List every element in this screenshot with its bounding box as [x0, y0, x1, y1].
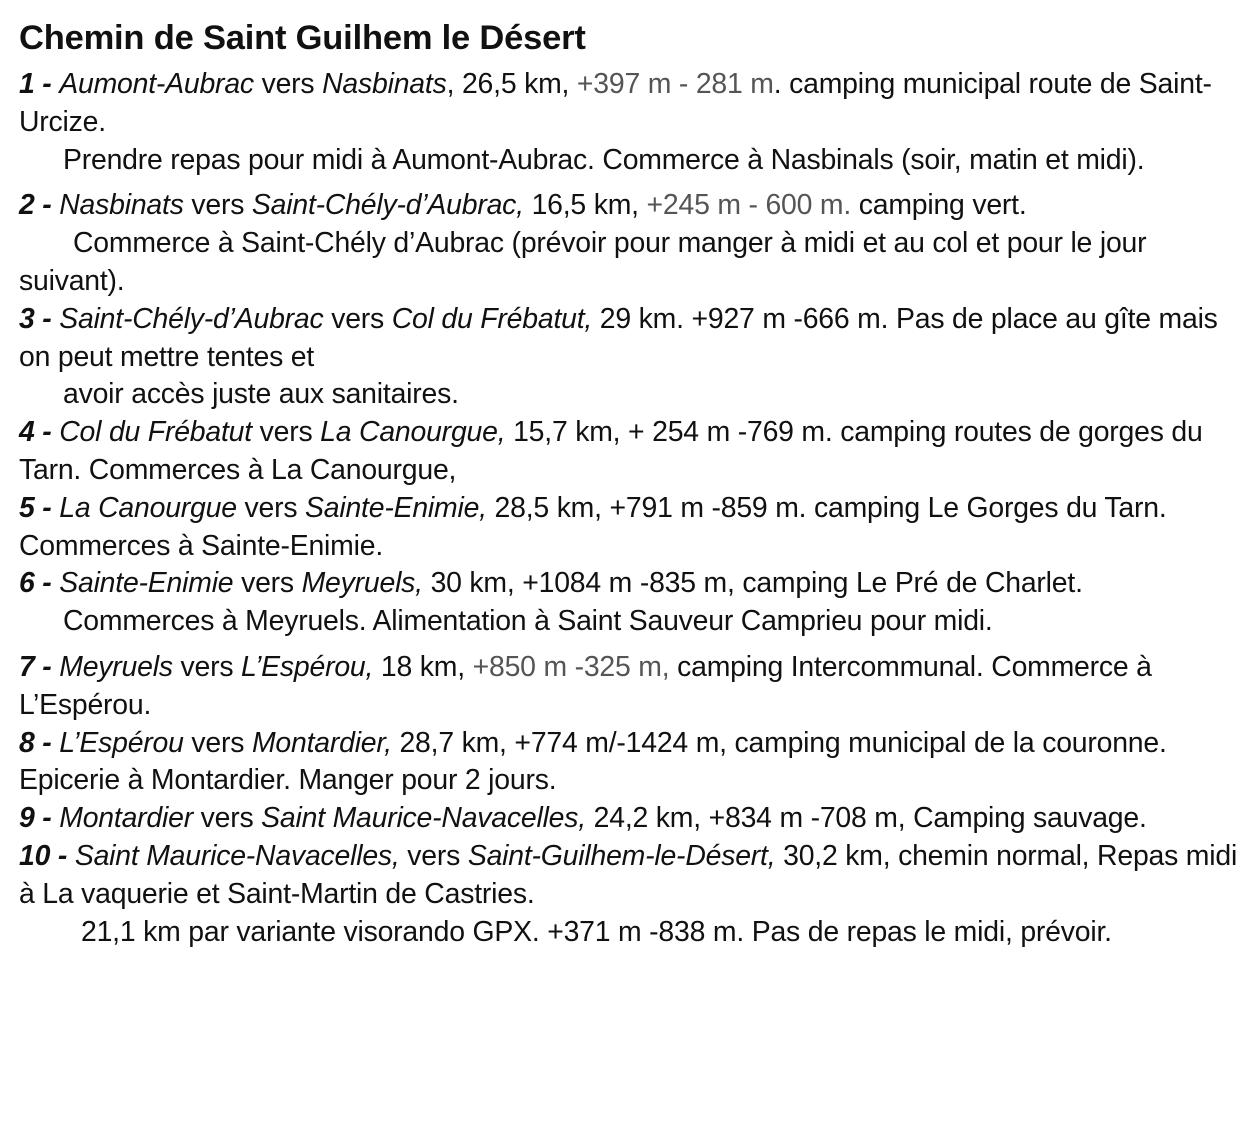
stage-number: 10 -: [19, 839, 68, 872]
stage-line: [19, 414, 1238, 490]
stage-number: 4 -: [19, 416, 52, 449]
stage-number: 5 -: [19, 491, 52, 524]
stage-from: La Canourgue: [59, 491, 237, 524]
stage-number: 3 -: [19, 302, 52, 335]
stage-line: [19, 66, 1238, 142]
stage-6: [19, 565, 1238, 641]
stage-line: [19, 838, 1238, 914]
stage-from: Meyruels: [59, 650, 173, 683]
stage-2: [19, 187, 1238, 300]
stage-number: 9 -: [19, 802, 52, 835]
stage-number: 6 -: [19, 567, 52, 600]
stage-number: 2 -: [19, 189, 52, 222]
stage-to: Col du Frébatut,: [391, 302, 593, 335]
stage-details: 30 km, +1084 m -835 m, camping Le Pré de Charlet.: [422, 567, 1083, 600]
stage-to: Meyruels,: [301, 567, 423, 600]
stage-from: Aumont-Aubrac: [59, 68, 254, 100]
stage-elevation: +397 m - 281 m: [576, 68, 774, 100]
stage-from: L’Espérou: [59, 726, 184, 759]
stage-to: Montardier,: [251, 726, 392, 759]
stage-note: Prendre repas pour midi à Aumont-Aubrac. Commerce à Nasbinals (soir, matin et midi).: [63, 143, 1145, 176]
stage-line: [19, 649, 1238, 725]
stage-from: Saint Maurice-Navacelles,: [74, 839, 400, 872]
stage-vers: vers: [236, 491, 306, 524]
stage-to: Saint-Chély-d’Aubrac,: [251, 189, 524, 222]
stage-to: La Canourgue,: [320, 416, 506, 449]
stage-vers: vers: [183, 189, 252, 222]
stage-8: [19, 725, 1238, 801]
stage-note: Commerces à Meyruels. Alimentation à Saint Sauveur Camprieu pour midi.: [63, 605, 993, 638]
stage-9: [19, 800, 1238, 838]
stage-vers: vers: [183, 726, 252, 759]
stage-details: 28,5 km, +791 m -859 m. camping Le Gorges du Tarn. Commerces à Sainte-Enimie.: [19, 491, 1167, 562]
stage-line: [19, 800, 1238, 838]
page-title: Chemin de Saint Guilhem le Désert: [19, 19, 586, 57]
stage-distance: 16,5 km,: [523, 189, 647, 222]
stage-details: 15,7 km, + 254 m -769 m. camping routes de gorges du Tarn. Commerces à La Canourgue,: [19, 416, 1203, 486]
stage-elevation: +245 m - 600 m.: [646, 189, 852, 222]
stage-vers: vers: [399, 839, 468, 872]
stage-number: 1 -: [19, 68, 52, 100]
stage-details: 28,7 km, +774 m/-1424 m, camping municipal de la couronne. Epicerie à Montardier. Manger pour 2 jours.: [19, 726, 1167, 797]
stage-details: camping vert.: [851, 189, 1027, 222]
stage-vers: vers: [192, 802, 262, 835]
stage-to: Saint-Guilhem-le-Désert,: [467, 839, 776, 872]
stage-to: Saint Maurice-Navacelles,: [261, 802, 586, 835]
stage-details: 29 km. +927 m -666 m. Pas de place au gîte mais on peut mettre tentes et: [19, 302, 1218, 373]
stage-number: 7 -: [19, 650, 52, 683]
stage-to: Nasbinats: [322, 68, 447, 100]
stage-line: [19, 301, 1238, 377]
stage-1: [19, 66, 1238, 179]
stage-line: [19, 187, 1238, 225]
stage-note: 21,1 km par variante visorando GPX. +371 m -838 m. Pas de repas le midi, prévoir.: [81, 915, 1112, 948]
stage-distance: , 26,5 km,: [446, 68, 577, 100]
stage-from: Montardier: [59, 802, 193, 835]
stage-line: [19, 490, 1238, 566]
stage-line: [19, 725, 1238, 801]
stage-distance: 18 km,: [373, 650, 473, 683]
stage-vers: vers: [253, 68, 323, 100]
stage-to: L’Espérou,: [241, 650, 374, 683]
stage-from: Sainte-Enimie: [59, 567, 234, 600]
stage-7: [19, 649, 1238, 725]
stage-from: Col du Frébatut: [59, 416, 252, 449]
stage-10: [19, 838, 1238, 951]
stage-details: . camping municipal route de Saint-Urcize.: [19, 68, 1212, 138]
stage-vers: vers: [323, 302, 392, 335]
stage-line: [19, 565, 1238, 603]
stage-details: 24,2 km, +834 m -708 m, Camping sauvage.: [585, 802, 1147, 835]
stage-elevation: +850 m -325 m,: [472, 650, 670, 683]
stage-3: [19, 301, 1238, 414]
stage-vers: vers: [251, 416, 321, 449]
stage-details: camping Intercommunal. Commerce à L’Espérou.: [19, 650, 1152, 721]
stage-from: Nasbinats: [59, 189, 184, 222]
stage-to: Sainte-Enimie,: [305, 491, 487, 524]
stage-number: 8 -: [19, 726, 52, 759]
stage-vers: vers: [233, 567, 302, 600]
stage-note: Commerce à Saint-Chély d’Aubrac (prévoir pour manger à midi et au col et pour le jour suivant).: [19, 227, 1147, 297]
stage-details: 30,2 km, chemin normal, Repas midi à La vaquerie et Saint-Martin de Castries.: [19, 839, 1238, 910]
stage-4: [19, 414, 1238, 490]
stage-note: avoir accès juste aux sanitaires.: [63, 378, 459, 411]
stage-vers: vers: [172, 650, 242, 683]
stage-5: [19, 490, 1238, 566]
stage-from: Saint-Chély-d’Aubrac: [59, 302, 324, 335]
